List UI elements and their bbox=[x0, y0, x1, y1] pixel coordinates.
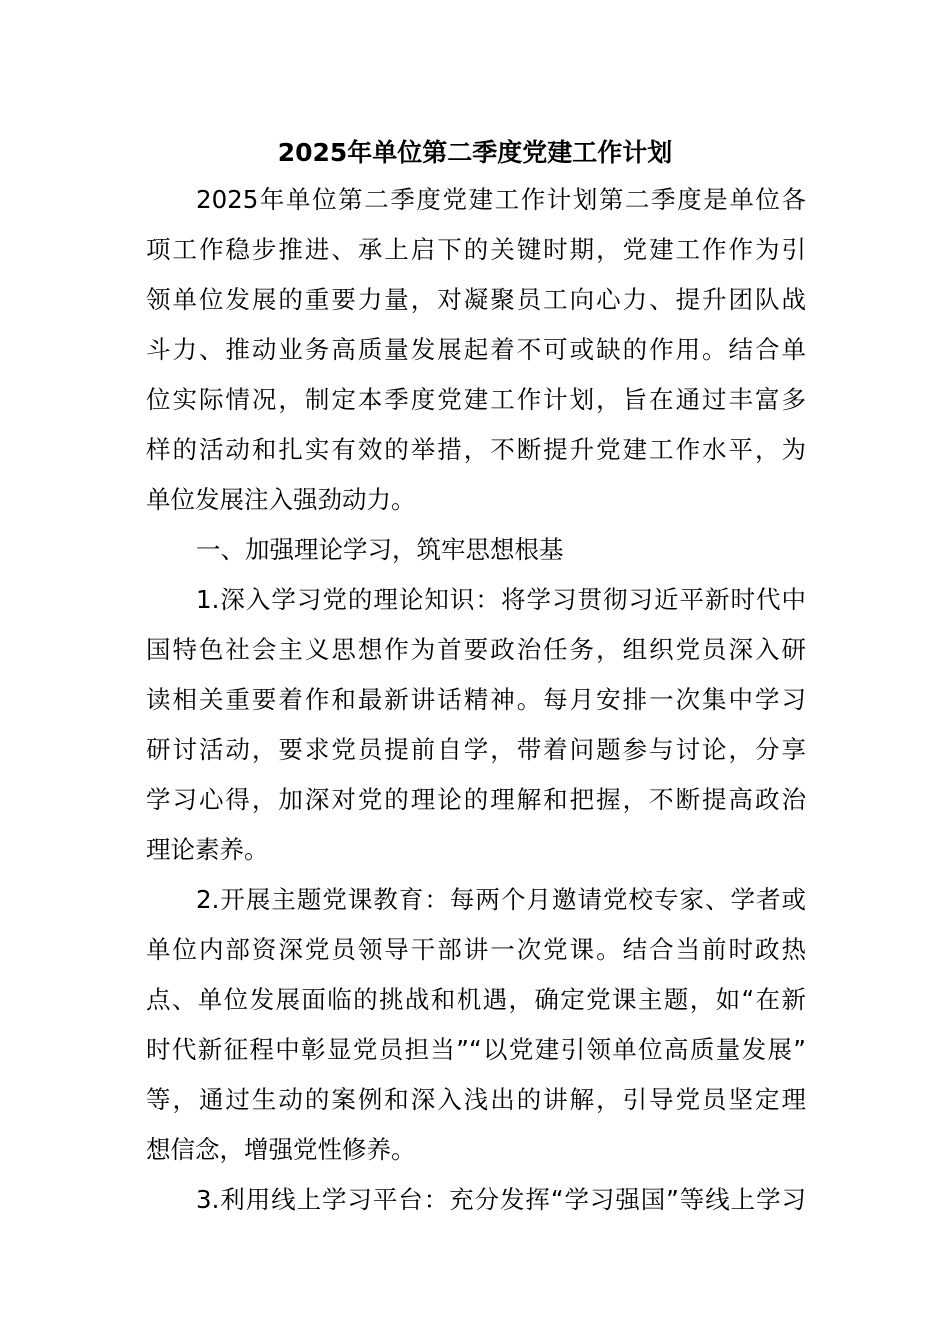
text-line: 2.开展主题党课教育：每两个月邀请党校专家、学者或 bbox=[196, 885, 806, 914]
text-line: 样的活动和扎实有效的举措，不断提升党建工作水平，为 bbox=[146, 435, 806, 464]
text-line: 项工作稳步推进、承上启下的关键时期，党建工作作为引 bbox=[146, 235, 806, 264]
text-line: 研讨活动，要求党员提前自学，带着问题参与讨论，分享 bbox=[146, 735, 806, 764]
item-3-paragraph bbox=[146, 1175, 806, 1225]
text-line: 等，通过生动的案例和深入浅出的讲解，引导党员坚定理 bbox=[146, 1085, 806, 1114]
text-line: 想信念，增强党性修养。 bbox=[146, 1135, 416, 1164]
text-line: 单位内部资深党员领导干部讲一次党课。结合当前时政热 bbox=[146, 935, 806, 964]
text-line: 位实际情况，制定本季度党建工作计划，旨在通过丰富多 bbox=[146, 385, 806, 414]
text-line: 点、单位发展面临的挑战和机遇，确定党课主题，如“在新 bbox=[146, 985, 806, 1014]
document-body bbox=[146, 175, 806, 1225]
text-line: 3.利用线上学习平台：充分发挥“学习强国”等线上学习 bbox=[196, 1185, 806, 1214]
document-title: 2025年单位第二季度党建工作计划 bbox=[277, 138, 673, 167]
intro-paragraph bbox=[146, 175, 806, 525]
text-line: 斗力、推动业务高质量发展起着不可或缺的作用。结合单 bbox=[146, 335, 806, 364]
item-1-paragraph bbox=[146, 575, 806, 875]
text-line: 1.深入学习党的理论知识：将学习贯彻习近平新时代中 bbox=[196, 585, 806, 614]
text-line: 理论素养。 bbox=[146, 835, 269, 864]
text-line: 国特色社会主义思想作为首要政治任务，组织党员深入研 bbox=[146, 635, 806, 664]
text-line: 读相关重要着作和最新讲话精神。每月安排一次集中学习 bbox=[146, 685, 806, 714]
text-line: 单位发展注入强劲动力。 bbox=[146, 485, 416, 514]
text-line: 领单位发展的重要力量，对凝聚员工向心力、提升团队战 bbox=[146, 285, 806, 314]
text-line: 时代新征程中彰显党员担当”“以党建引领单位高质量发展” bbox=[146, 1035, 806, 1064]
text-line: 2025年单位第二季度党建工作计划第二季度是单位各 bbox=[196, 185, 806, 214]
text-line: 学习心得，加深对党的理论的理解和把握，不断提高政治 bbox=[146, 785, 806, 814]
text-line: 一、加强理论学习，筑牢思想根基 bbox=[196, 535, 564, 564]
section-heading-1 bbox=[146, 525, 806, 575]
item-2-paragraph bbox=[146, 875, 806, 1175]
